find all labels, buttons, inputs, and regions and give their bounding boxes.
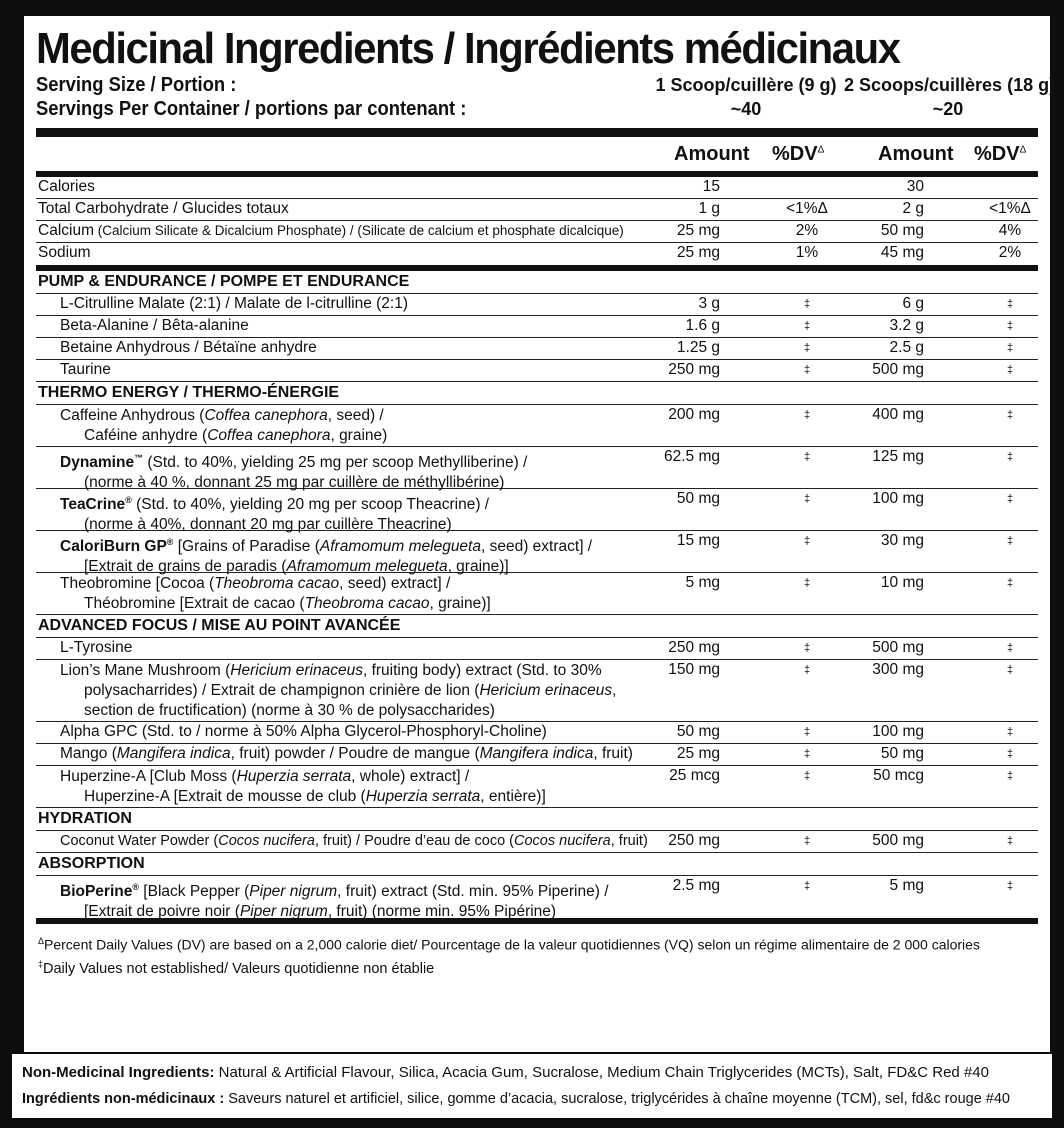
supplement-facts-panel (24, 16, 1056, 1052)
ingredient-row-dynamine: Dynamine™ (Std. to 40%, yielding 25 mg per scoop Methylliberine) / (norme à 40 %, donnant 25 mg par cuillère de méthyllibérine) 62.5 mg ‡ 125 mg ‡ (36, 447, 1038, 489)
non-medicinal-fr: Ingrédients non-médicinaux : Saveurs naturel et artificiel, silice, gomme d’acacia, sucralose, triglycérides à chaîne moyenne (TCM), sel, fd&c rouge #40 (22, 1091, 1010, 1107)
section-advanced-focus: ADVANCED FOCUS / MISE AU POINT AVANCÉE (36, 615, 1038, 638)
panel-title: Medicinal Ingredients / Ingrédients médicinaux (36, 24, 900, 73)
non-medicinal-ingredients (12, 1054, 1052, 1118)
nutrient-row-calories: Calories 15 30 (36, 177, 1038, 199)
serving-size-label: Serving Size / Portion : (36, 74, 237, 96)
ingredient-row-mango: Mango (Mangifera indica, fruit) powder / Poudre de mangue (Mangifera indica, fruit) 25 mg ‡ 50 mg ‡ (36, 744, 1038, 766)
nutrient-row-carbohydrate: Total Carbohydrate / Glucides totaux 1 g <1%Δ 2 g <1%Δ (36, 199, 1038, 221)
nutrient-row-calcium: Calcium (Calcium Silicate & Dicalcium Phosphate) / (Silicate de calcium et phosphate dicalcique) 25 mg 2% 50 mg 4% (36, 221, 1038, 243)
ingredient-row-teacrine: TeaCrine® (Std. to 40%, yielding 20 mg per scoop Theacrine) / (norme à 40%, donnant 20 mg par cuillère Theacrine) 50 mg ‡ 100 mg ‡ (36, 489, 1038, 531)
dv-header-2: $\%DV^\Delta$ (974, 143, 1027, 165)
servings-per-container-1: ~40 (730, 99, 762, 119)
ingredient-row-alpha-gpc: Alpha GPC (Std. to / norme à 50% Alpha Glycerol-Phosphoryl-Choline) 50 mg ‡ 100 mg ‡ (36, 722, 1038, 744)
column-header (36, 137, 1038, 171)
serving-size-1: 1 Scoop/cuillère (9 g) (655, 75, 837, 95)
section-absorption: ABSORPTION (36, 853, 1038, 876)
footnote-dv: $^\Delta$Percent Daily Values (DV) are based on a 2,000 calorie diet/ Pourcentage de la valeur quotidiennes (VQ) selon un régime alimentaire de 2 000 calories (38, 936, 980, 953)
ingredient-row-beta-alanine: Beta-Alanine / Bêta-alanine 1.6 g ‡ 3.2 g ‡ (36, 316, 1038, 338)
servings-per-container-label: Servings Per Container / portions par contenant : (36, 98, 467, 120)
footnotes (36, 924, 1038, 978)
ingredient-row-caloriburn: CaloriBurn GP® [Grains of Paradise (Aframomum melegueta, seed) extract] / [Extrait de grains de paradis (Aframomum melegueta, graine)] 15 mg ‡ 30 mg ‡ (36, 531, 1038, 573)
non-medicinal-en: Non-Medicinal Ingredients: Natural & Artificial Flavour, Silica, Acacia Gum, Sucralose, Medium Chain Triglycerides (MCTs), Salt, FD&C Red #40 (22, 1064, 989, 1081)
ingredient-row-coconut-water: Coconut Water Powder (Cocos nucifera, fruit) / Poudre d’eau de coco (Cocos nucifera, fruit) 250 mg ‡ 500 mg ‡ (36, 831, 1038, 853)
servings-per-container-2: ~20 (932, 99, 964, 119)
dv-header-1: $\%DV^\Delta$ (772, 143, 825, 165)
ingredient-row-citrulline: L-Citrulline Malate (2:1) / Malate de l-citrulline (2:1) 3 g ‡ 6 g ‡ (36, 294, 1038, 316)
amount-header-2: Amount (878, 143, 954, 165)
ingredient-row-theobromine: Theobromine [Cocoa (Theobroma cacao, seed) extract] / Théobromine [Extrait de cacao (Theobroma cacao, graine)] 5 mg ‡ 10 mg ‡ (36, 573, 1038, 615)
ingredient-row-caffeine: Caffeine Anhydrous (Coffea canephora, seed) / Caféine anhydre (Coffea canephora, graine) 200 mg ‡ 400 mg ‡ (36, 405, 1038, 447)
section-hydration: HYDRATION (36, 808, 1038, 831)
ingredient-row-lions-mane: Lion’s Mane Mushroom (Hericium erinaceus, fruiting body) extract (Std. to 30% polysacharrides) / Extrait de champignon crinière de lion (Hericium erinaceus, section de fructification) (norme à 30 % de polysaccharides) 150 mg ‡ 300 mg ‡ (36, 660, 1038, 722)
section-pump-endurance: PUMP & ENDURANCE / POMPE ET ENDURANCE (36, 271, 1038, 294)
ingredient-row-betaine: Betaine Anhydrous / Bétaïne anhydre 1.25 g ‡ 2.5 g ‡ (36, 338, 1038, 360)
amount-header-1: Amount (674, 143, 750, 165)
thick-divider (36, 128, 1038, 137)
footnote-dagger: ‡Daily Values not established/ Valeurs quotidienne non établie (38, 958, 435, 977)
ingredient-row-tyrosine: L-Tyrosine 250 mg ‡ 500 mg ‡ (36, 638, 1038, 660)
serving-size-2: 2 Scoops/cuillères (18 g) (844, 75, 1056, 95)
ingredient-row-bioperine: BioPerine® [Black Pepper (Piper nigrum, fruit) extract (Std. min. 95% Piperine) / [Extrait de poivre noir (Piper nigrum, fruit) (norme min. 95% Pipérine) 2.5 mg ‡ 5 mg ‡ (60, 877, 1014, 921)
ingredient-row-taurine: Taurine 250 mg ‡ 500 mg ‡ (36, 360, 1038, 382)
ingredient-row-huperzine: Huperzine-A [Club Moss (Huperzia serrata, whole) extract] / Huperzine-A [Extrait de mousse de club (Huperzia serrata, entière)] 25 mcg ‡ 50 mcg ‡ (36, 766, 1038, 808)
section-thermo-energy: THERMO ENERGY / THERMO-ÉNERGIE (36, 382, 1038, 405)
serving-info (36, 72, 1056, 124)
nutrient-row-sodium: Sodium 25 mg 1% 45 mg 2% (38, 244, 1022, 261)
